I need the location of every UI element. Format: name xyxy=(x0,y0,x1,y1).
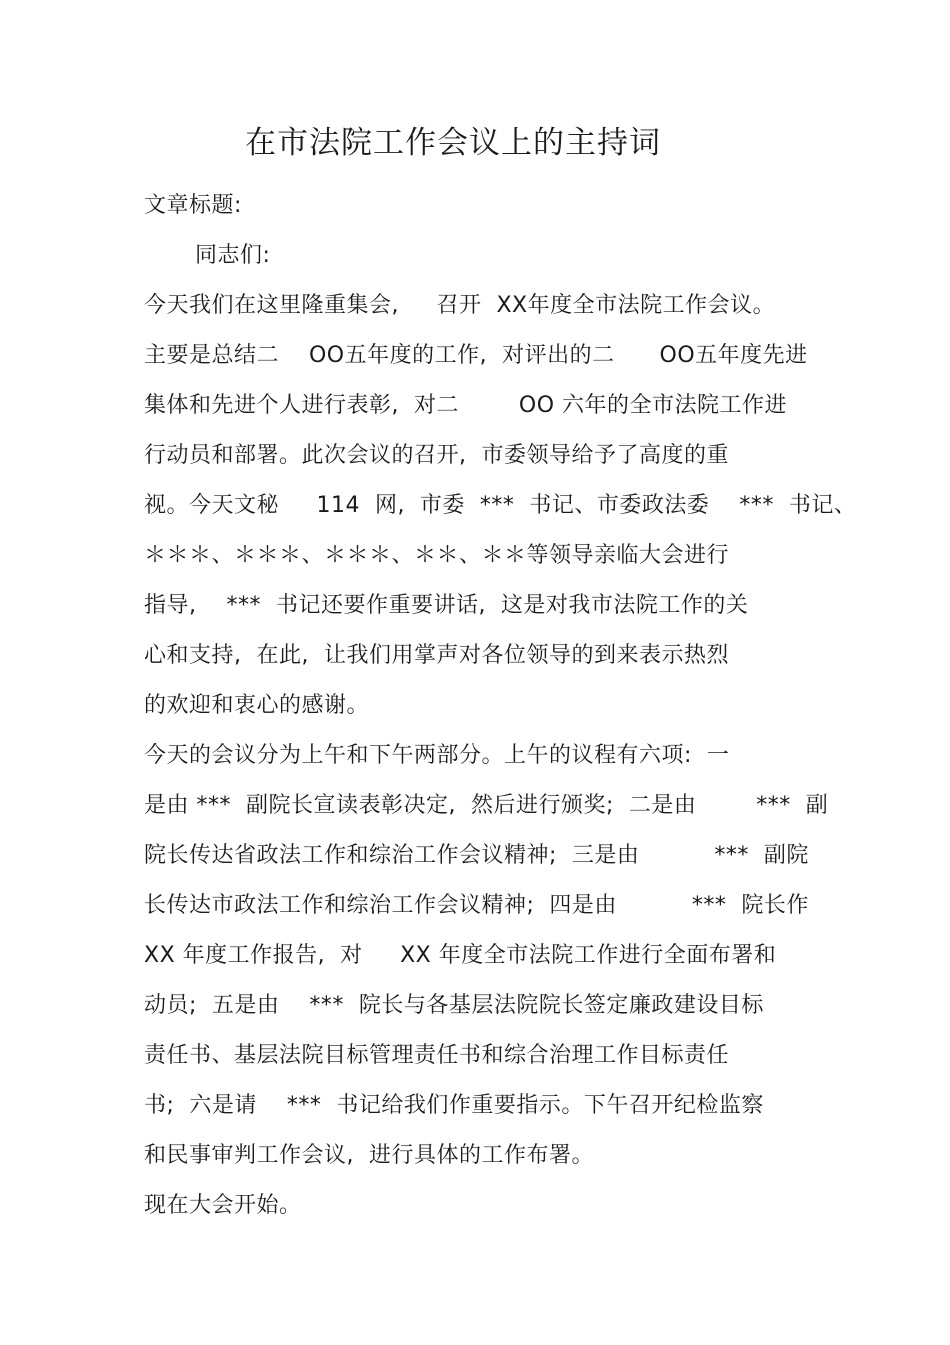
body-line: 动员; 五是由 *** 院长与各基层法院院长签定廉政建设目标 xyxy=(144,993,764,1018)
body-line: 现在大会开始。 xyxy=(144,1193,302,1218)
article-title-label: 文章标题: xyxy=(144,193,242,218)
body-line: 集体和先进个人进行表彰, 对二 OO 六年的全市法院工作进 xyxy=(144,393,788,418)
body-line: 行动员和部署。此次会议的召开, 市委领导给予了高度的重 xyxy=(144,443,729,468)
body-line: 今天我们在这里隆重集会, 召开 XX年度全市法院工作会议。 xyxy=(144,293,776,318)
body-line: 责任书、基层法院目标管理责任书和综合治理工作目标责任 xyxy=(144,1043,730,1068)
body-line: 今天的会议分为上午和下午两部分。上午的议程有六项: 一 xyxy=(144,743,730,768)
salutation: 同志们: xyxy=(195,243,271,268)
body-line: 长传达市政法工作和综治工作会议精神; 四是由 *** 院长作 xyxy=(144,893,809,918)
document-title: 在市法院工作会议上的主持词 xyxy=(245,125,661,161)
body-line: 书; 六是请 *** 书记给我们作重要指示。下午召开纪检监察 xyxy=(144,1093,764,1118)
body-line: ＊＊＊、＊＊＊、＊＊＊、＊＊、＊＊等领导亲临大会进行 xyxy=(144,543,730,568)
body-line: 院长传达省政法工作和综治工作会议精神; 三是由 *** 副院 xyxy=(144,843,809,868)
body-line: 的欢迎和衷心的感谢。 xyxy=(144,693,370,718)
body-line: 是由 *** 副院长宣读表彰决定, 然后进行颁奖; 二是由 *** 副 xyxy=(144,793,829,818)
body-line: XX 年度工作报告, 对 XX 年度全市法院工作进行全面布署和 xyxy=(144,943,777,968)
body-line: 心和支持, 在此, 让我们用掌声对各位领导的到来表示热烈 xyxy=(144,643,729,668)
body-line: 和民事审判工作会议, 进行具体的工作布署。 xyxy=(144,1143,594,1168)
body-line: 主要是总结二 OO五年度的工作, 对评出的二 OO五年度先进 xyxy=(144,343,808,368)
body-line: 指导, *** 书记还要作重要讲话, 这是对我市法院工作的关 xyxy=(144,593,749,618)
body-line: 视。今天文秘 114 网, 市委 *** 书记、市委政法委 *** 书记、 xyxy=(144,493,857,518)
